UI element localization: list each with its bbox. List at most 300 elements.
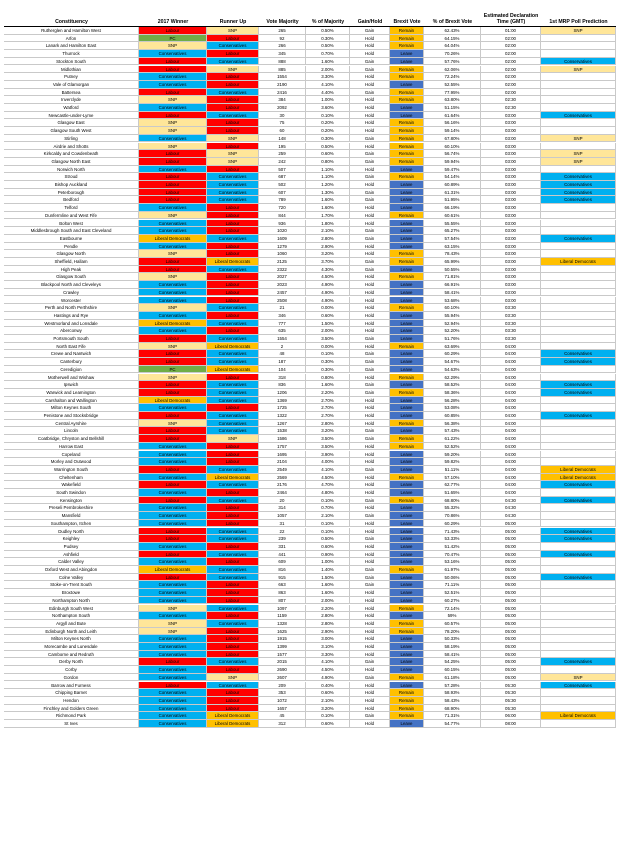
winner-cell: Labour <box>139 466 207 474</box>
runner-up-cell: Labour <box>207 281 259 289</box>
declaration-time-cell: 05:00 <box>481 620 541 628</box>
constituency-cell: Middlesbrough South and East Cleveland <box>4 227 139 235</box>
brexit-vote-cell: Leave <box>390 58 424 66</box>
winner-cell: Conservatives <box>139 558 207 566</box>
declaration-time-cell: 03:00 <box>481 220 541 228</box>
runner-up-cell: SNP <box>207 435 259 443</box>
runner-up-cell: Labour <box>207 227 259 235</box>
vote-majority-cell: 31 <box>259 520 306 528</box>
constituency-cell: Eastbourne <box>4 235 139 243</box>
percent-majority-cell: 0.20% <box>306 127 350 135</box>
winner-cell: Labour <box>139 528 207 536</box>
mrp-prediction-cell <box>541 250 616 258</box>
percent-majority-cell: 0.50% <box>306 27 350 35</box>
mrp-prediction-cell <box>541 458 616 466</box>
mrp-prediction-cell <box>541 589 616 597</box>
winner-cell: Conservatives <box>139 451 207 459</box>
declaration-time-cell: 03:00 <box>481 189 541 197</box>
table-row <box>4 451 616 459</box>
declaration-time-cell: 04:00 <box>481 435 541 443</box>
table-row <box>4 73 616 81</box>
declaration-time-cell: 05:00 <box>481 551 541 559</box>
table-row <box>4 374 616 382</box>
brexit-vote-cell: Leave <box>390 196 424 204</box>
winner-cell: Liberal Democrats <box>139 320 207 328</box>
gain-hold-cell: Gain <box>350 266 390 274</box>
vote-majority-cell: 807 <box>259 597 306 605</box>
runner-up-cell: Labour <box>207 651 259 659</box>
gain-hold-cell: Hold <box>350 620 390 628</box>
table-row <box>4 258 616 266</box>
gain-hold-cell: Hold <box>350 304 390 312</box>
gain-hold-cell: Gain <box>350 674 390 682</box>
declaration-time-cell: 03:00 <box>481 273 541 281</box>
runner-up-cell: Labour <box>207 489 259 497</box>
runner-up-cell: Labour <box>207 104 259 112</box>
vote-majority-cell: 1097 <box>259 605 306 613</box>
gain-hold-cell: Hold <box>350 96 390 104</box>
constituency-cell: Southampton, Itchen <box>4 520 139 528</box>
percent-majority-cell: 0.20% <box>306 119 350 127</box>
percent-brexit-cell: 53.08% <box>424 404 481 412</box>
winner-cell: Labour <box>139 481 207 489</box>
percent-majority-cell: 2.20% <box>306 389 350 397</box>
table-row <box>4 158 616 166</box>
gain-hold-cell: Hold <box>350 181 390 189</box>
winner-cell: Conservatives <box>139 489 207 497</box>
constituency-cell: Crawley <box>4 289 139 297</box>
vote-majority-cell: 1586 <box>259 435 306 443</box>
mrp-prediction-cell <box>541 266 616 274</box>
winner-cell: Conservatives <box>139 204 207 212</box>
mrp-prediction-cell <box>541 119 616 127</box>
percent-brexit-cell: 64.04% <box>424 42 481 50</box>
percent-majority-cell: 1.10% <box>306 166 350 174</box>
mrp-prediction-cell: Conservatives <box>541 173 616 181</box>
vote-majority-cell: 1057 <box>259 512 306 520</box>
runner-up-cell: Labour <box>207 458 259 466</box>
winner-cell: Labour <box>139 189 207 197</box>
percent-brexit-cell: 58.52% <box>424 381 481 389</box>
winner-cell: Conservatives <box>139 404 207 412</box>
declaration-time-cell: 05:00 <box>481 574 541 582</box>
percent-brexit-cell: 63.80% <box>424 96 481 104</box>
declaration-time-cell: 03:00 <box>481 235 541 243</box>
table-row <box>4 597 616 605</box>
vote-majority-cell: 1915 <box>259 635 306 643</box>
runner-up-cell: Labour <box>207 143 259 151</box>
brexit-vote-cell: Leave <box>390 543 424 551</box>
mrp-prediction-cell: Conservatives <box>541 658 616 666</box>
constituency-cell: Kensington <box>4 497 139 505</box>
mrp-prediction-cell: SNP <box>541 674 616 682</box>
mrp-prediction-cell: Conservatives <box>541 528 616 536</box>
declaration-time-cell: 05:00 <box>481 535 541 543</box>
declaration-time-cell: 04:00 <box>481 412 541 420</box>
winner-cell: Conservatives <box>139 81 207 89</box>
table-row <box>4 620 616 628</box>
gain-hold-cell: Hold <box>350 289 390 297</box>
brexit-vote-cell: Leave <box>390 651 424 659</box>
winner-cell: Labour <box>139 658 207 666</box>
declaration-time-cell: 05:00 <box>481 543 541 551</box>
gain-hold-cell: Hold <box>350 689 390 697</box>
vote-majority-cell: 1322 <box>259 412 306 420</box>
gain-hold-cell: Gain <box>350 512 390 520</box>
percent-brexit-cell: 58.41% <box>424 651 481 659</box>
runner-up-cell: Conservatives <box>207 235 259 243</box>
vote-majority-cell: 1538 <box>259 427 306 435</box>
header-vote-majority: Vote Majority <box>266 19 299 25</box>
vote-majority-cell: 2464 <box>259 489 306 497</box>
winner-cell: Labour <box>139 27 207 35</box>
runner-up-cell: SNP <box>207 158 259 166</box>
runner-up-cell: Conservatives <box>207 427 259 435</box>
brexit-vote-cell: Remain <box>390 212 424 220</box>
vote-majority-cell: 22 <box>259 528 306 536</box>
mrp-prediction-cell <box>541 720 616 728</box>
declaration-time-cell: 04:00 <box>481 389 541 397</box>
brexit-vote-cell: Leave <box>390 458 424 466</box>
table-row <box>4 320 616 328</box>
brexit-vote-cell: Leave <box>390 466 424 474</box>
gain-hold-cell: Hold <box>350 666 390 674</box>
constituency-cell: Barrow and Furness <box>4 682 139 690</box>
constituency-cell: Edinburgh North and Leith <box>4 628 139 636</box>
vote-majority-cell: 1206 <box>259 389 306 397</box>
mrp-prediction-cell <box>541 327 616 335</box>
brexit-vote-cell: Leave <box>390 227 424 235</box>
winner-cell: SNP <box>139 42 207 50</box>
table-row <box>4 266 616 274</box>
gain-hold-cell: Gain <box>350 497 390 505</box>
winner-cell: Labour <box>139 427 207 435</box>
runner-up-cell: Labour <box>207 312 259 320</box>
declaration-time-cell: 04:00 <box>481 350 541 358</box>
mrp-prediction-cell: Conservatives <box>541 481 616 489</box>
percent-brexit-cell: 60.27% <box>424 597 481 605</box>
declaration-time-cell: 03:00 <box>481 158 541 166</box>
mrp-prediction-cell <box>541 666 616 674</box>
table-row <box>4 674 616 682</box>
gain-hold-cell: Gain <box>350 189 390 197</box>
mrp-prediction-cell <box>541 96 616 104</box>
runner-up-cell: SNP <box>207 150 259 158</box>
brexit-vote-cell: Leave <box>390 643 424 651</box>
declaration-time-cell: 03:30 <box>481 320 541 328</box>
percent-brexit-cell: 51.42% <box>424 543 481 551</box>
brexit-vote-cell: Leave <box>390 535 424 543</box>
table-row <box>4 281 616 289</box>
gain-hold-cell: Gain <box>350 566 390 574</box>
percent-brexit-cell: 61.64% <box>424 112 481 120</box>
percent-majority-cell: 3.20% <box>306 705 350 713</box>
mrp-prediction-cell: Conservatives <box>541 358 616 366</box>
table-row <box>4 35 616 43</box>
gain-hold-cell: Hold <box>350 166 390 174</box>
runner-up-cell: Labour <box>207 166 259 174</box>
table-row <box>4 135 616 143</box>
gain-hold-cell: Gain <box>350 89 390 97</box>
brexit-vote-cell: Remain <box>390 250 424 258</box>
declaration-time-cell: 03:00 <box>481 289 541 297</box>
runner-up-cell: Labour <box>207 597 259 605</box>
winner-cell: Conservatives <box>139 220 207 228</box>
runner-up-cell: Conservatives <box>207 266 259 274</box>
constituency-cell: Worcester <box>4 297 139 305</box>
runner-up-cell: Conservatives <box>207 535 259 543</box>
gain-hold-cell: Hold <box>350 250 390 258</box>
percent-brexit-cell: 58.93% <box>424 689 481 697</box>
percent-brexit-cell: 53.68% <box>424 297 481 305</box>
gain-hold-cell: Hold <box>350 697 390 705</box>
gain-hold-cell: Hold <box>350 119 390 127</box>
table-row <box>4 250 616 258</box>
header-gain-hold: Gain/Hold <box>357 19 383 25</box>
runner-up-cell: Labour <box>207 589 259 597</box>
percent-brexit-cell: 56.38% <box>424 420 481 428</box>
declaration-time-cell: 05:00 <box>481 528 541 536</box>
vote-majority-cell: 331 <box>259 543 306 551</box>
table-row <box>4 366 616 374</box>
winner-cell: Conservatives <box>139 312 207 320</box>
percent-brexit-cell: 63.15% <box>424 243 481 251</box>
brexit-vote-cell: Remain <box>390 374 424 382</box>
vote-majority-cell: 2690 <box>259 666 306 674</box>
vote-majority-cell: 607 <box>259 189 306 197</box>
gain-hold-cell: Hold <box>350 651 390 659</box>
winner-cell: Conservatives <box>139 289 207 297</box>
mrp-prediction-cell <box>541 243 616 251</box>
runner-up-cell: SNP <box>207 27 259 35</box>
winner-cell: Conservatives <box>139 589 207 597</box>
constituency-cell: Canterbury <box>4 358 139 366</box>
gain-hold-cell: Hold <box>350 589 390 597</box>
gain-hold-cell: Hold <box>350 50 390 58</box>
runner-up-cell: Labour <box>207 374 259 382</box>
vote-majority-cell: 663 <box>259 581 306 589</box>
declaration-time-cell: 05:00 <box>481 612 541 620</box>
gain-hold-cell: Hold <box>350 504 390 512</box>
winner-cell: Labour <box>139 381 207 389</box>
percent-brexit-cell: 55.94% <box>424 312 481 320</box>
winner-cell: Liberal Democrats <box>139 397 207 405</box>
vote-majority-cell: 863 <box>259 589 306 597</box>
percent-brexit-cell: 65.27% <box>424 227 481 235</box>
percent-majority-cell: 4.10% <box>306 81 350 89</box>
winner-cell: Labour <box>139 266 207 274</box>
mrp-prediction-cell <box>541 81 616 89</box>
mrp-prediction-cell: Conservatives <box>541 196 616 204</box>
percent-majority-cell: 2.00% <box>306 327 350 335</box>
percent-brexit-cell: 71.81% <box>424 273 481 281</box>
gain-hold-cell: Hold <box>350 481 390 489</box>
gain-hold-cell: Hold <box>350 397 390 405</box>
runner-up-cell: Conservatives <box>207 112 259 120</box>
header-mrp-prediction: 1st MRP Poll Prediction <box>549 19 608 25</box>
mrp-prediction-cell: Conservatives <box>541 682 616 690</box>
winner-cell: Labour <box>139 574 207 582</box>
percent-brexit-cell: 54.25% <box>424 658 481 666</box>
constituency-cell: Glasgow North East <box>4 158 139 166</box>
vote-majority-cell: 789 <box>259 196 306 204</box>
brexit-vote-cell: Leave <box>390 635 424 643</box>
mrp-prediction-cell <box>541 697 616 705</box>
brexit-vote-cell: Remain <box>390 689 424 697</box>
percent-brexit-cell: 60.29% <box>424 350 481 358</box>
constituency-cell: Cheltenham <box>4 474 139 482</box>
table-row <box>4 89 616 97</box>
gain-hold-cell: Hold <box>350 404 390 412</box>
constituency-cell: Telford <box>4 204 139 212</box>
mrp-prediction-cell <box>541 581 616 589</box>
percent-majority-cell: 0.50% <box>306 42 350 50</box>
mrp-prediction-cell <box>541 73 616 81</box>
vote-majority-cell: 1267 <box>259 420 306 428</box>
constituency-cell: Chipping Barnet <box>4 689 139 697</box>
winner-cell: Conservatives <box>139 597 207 605</box>
declaration-time-cell: 01:00 <box>481 27 541 35</box>
declaration-time-cell: 03:00 <box>481 297 541 305</box>
declaration-time-cell: 05:00 <box>481 558 541 566</box>
mrp-prediction-cell <box>541 451 616 459</box>
declaration-time-cell: 02:00 <box>481 42 541 50</box>
constituency-cell: Central Ayrshire <box>4 420 139 428</box>
percent-majority-cell: 4.30% <box>306 266 350 274</box>
percent-majority-cell: 3.50% <box>306 335 350 343</box>
gain-hold-cell: Hold <box>350 520 390 528</box>
percent-majority-cell: 2.10% <box>306 512 350 520</box>
table-row <box>4 720 616 728</box>
constituency-cell: Putney <box>4 73 139 81</box>
table-row <box>4 574 616 582</box>
declaration-time-cell: 04:00 <box>481 358 541 366</box>
winner-cell: PC <box>139 366 207 374</box>
percent-majority-cell: 0.10% <box>306 712 350 720</box>
percent-majority-cell: 2.10% <box>306 697 350 705</box>
percent-majority-cell: 4.90% <box>306 674 350 682</box>
constituency-cell: Peterborough <box>4 189 139 197</box>
gain-hold-cell: Hold <box>350 605 390 613</box>
winner-cell: SNP <box>139 250 207 258</box>
vote-majority-cell: 2176 <box>259 481 306 489</box>
winner-cell: Conservatives <box>139 612 207 620</box>
runner-up-cell: Labour <box>207 212 259 220</box>
brexit-vote-cell: Leave <box>390 528 424 536</box>
gain-hold-cell: Hold <box>350 212 390 220</box>
winner-cell: Labour <box>139 181 207 189</box>
percent-majority-cell: 0.70% <box>306 50 350 58</box>
brexit-vote-cell: Leave <box>390 520 424 528</box>
declaration-time-cell: 04:00 <box>481 481 541 489</box>
runner-up-cell: Labour <box>207 404 259 412</box>
runner-up-cell: Conservatives <box>207 466 259 474</box>
runner-up-cell: Conservatives <box>207 89 259 97</box>
mrp-prediction-cell <box>541 397 616 405</box>
mrp-prediction-cell <box>541 427 616 435</box>
constituency-cell: Colne Valley <box>4 574 139 582</box>
vote-majority-cell: 502 <box>259 181 306 189</box>
runner-up-cell: Conservatives <box>207 397 259 405</box>
percent-majority-cell: 1.70% <box>306 212 350 220</box>
vote-majority-cell: 1328 <box>259 620 306 628</box>
constituency-cell: Derby North <box>4 658 139 666</box>
declaration-time-cell: 05:00 <box>481 651 541 659</box>
percent-brexit-cell: 59% <box>424 612 481 620</box>
percent-brexit-cell: 53.16% <box>424 558 481 566</box>
constituency-cell: Midlothian <box>4 66 139 74</box>
winner-cell: Labour <box>139 196 207 204</box>
percent-brexit-cell: 61.31% <box>424 189 481 197</box>
percent-brexit-cell: 52.94% <box>424 320 481 328</box>
winner-cell: Conservatives <box>139 512 207 520</box>
vote-majority-cell: 915 <box>259 574 306 582</box>
declaration-time-cell: 03:30 <box>481 327 541 335</box>
runner-up-cell: Conservatives <box>207 189 259 197</box>
brexit-vote-cell: Remain <box>390 158 424 166</box>
percent-brexit-cell: 70.47% <box>424 551 481 559</box>
vote-majority-cell: 2 <box>259 343 306 351</box>
vote-majority-cell: 1577 <box>259 651 306 659</box>
percent-majority-cell: 1.60% <box>306 581 350 589</box>
table-row <box>4 243 616 251</box>
winner-cell: Labour <box>139 89 207 97</box>
percent-brexit-cell: 50.06% <box>424 574 481 582</box>
table-row <box>4 358 616 366</box>
percent-majority-cell: 2.80% <box>306 612 350 620</box>
gain-hold-cell: Hold <box>350 343 390 351</box>
brexit-vote-cell: Remain <box>390 343 424 351</box>
runner-up-cell: SNP <box>207 674 259 682</box>
percent-brexit-cell: 61.97% <box>424 566 481 574</box>
table-row <box>4 412 616 420</box>
percent-brexit-cell: 56.16% <box>424 119 481 127</box>
winner-cell: Conservatives <box>139 635 207 643</box>
table-row <box>4 435 616 443</box>
declaration-time-cell: 02:00 <box>481 66 541 74</box>
winner-cell: Labour <box>139 551 207 559</box>
vote-majority-cell: 20 <box>259 497 306 505</box>
percent-brexit-cell: 59.47% <box>424 166 481 174</box>
constituency-cell: Coatbridge, Chryston and Bellshill <box>4 435 139 443</box>
table-row <box>4 689 616 697</box>
gain-hold-cell: Gain <box>350 366 390 374</box>
table-row <box>4 220 616 228</box>
percent-majority-cell: 0.60% <box>306 312 350 320</box>
mrp-prediction-cell <box>541 320 616 328</box>
winner-cell: Labour <box>139 350 207 358</box>
table-row <box>4 304 616 312</box>
winner-cell: Labour <box>139 682 207 690</box>
vote-majority-cell: 195 <box>259 143 306 151</box>
declaration-time-cell: 05:00 <box>481 658 541 666</box>
percent-majority-cell: 0.00% <box>306 304 350 312</box>
mrp-prediction-cell <box>541 143 616 151</box>
runner-up-cell: Labour <box>207 512 259 520</box>
constituency-cell: Newcastle-under-Lyme <box>4 112 139 120</box>
gain-hold-cell: Hold <box>350 204 390 212</box>
constituency-cell: Motherwell and Wishaw <box>4 374 139 382</box>
declaration-time-cell: 05:30 <box>481 689 541 697</box>
winner-cell: SNP <box>139 374 207 382</box>
winner-cell: Labour <box>139 389 207 397</box>
table-row <box>4 66 616 74</box>
runner-up-cell: Labour <box>207 558 259 566</box>
percent-majority-cell: 3.60% <box>306 104 350 112</box>
gain-hold-cell: Hold <box>350 443 390 451</box>
declaration-time-cell: 04:00 <box>481 466 541 474</box>
declaration-time-cell: 03:00 <box>481 135 541 143</box>
